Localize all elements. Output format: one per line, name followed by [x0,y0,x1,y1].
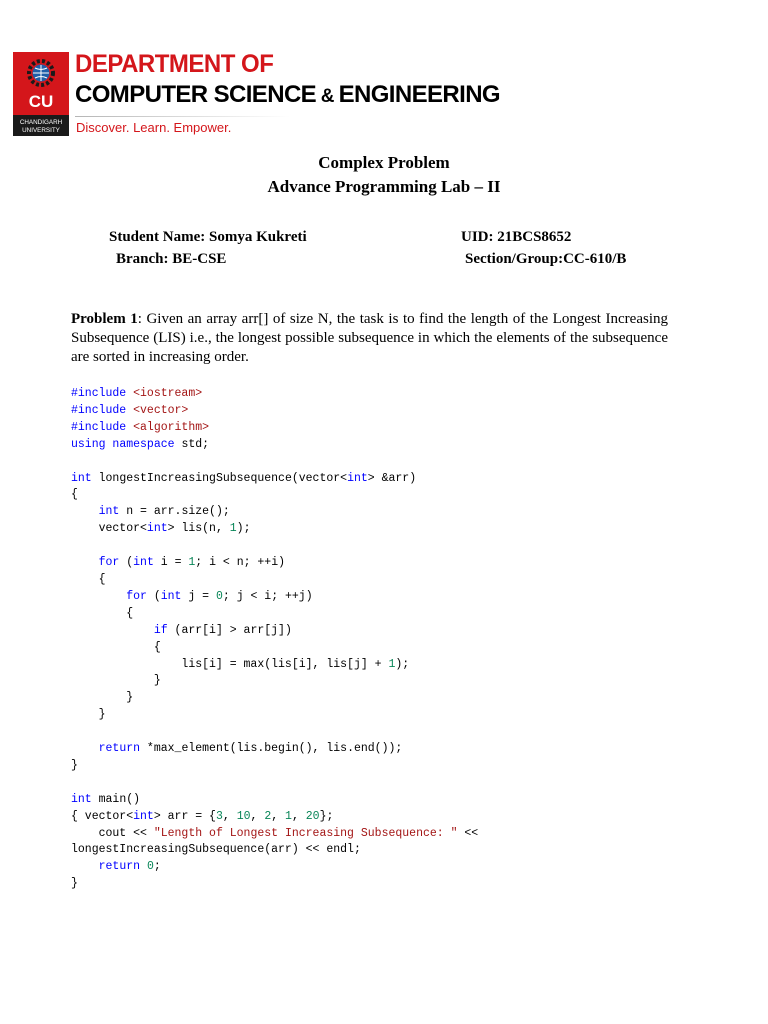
code-line [71,623,478,640]
logo-caption-line2: UNIVERSITY [22,127,60,134]
code-token: *max_element(lis.begin(), lis.end()); [140,742,403,756]
code-token: if [153,623,168,637]
code-token [140,860,147,873]
code-line [71,707,478,724]
code-line [71,775,478,792]
code-line [71,657,478,674]
code-token: ; [153,860,161,874]
code-token: ( [119,556,134,570]
code-token: , [291,809,306,823]
code-token: namespace [112,437,175,451]
code-line [71,826,478,843]
code-line [71,521,478,538]
code-line [71,572,478,589]
code-token [71,556,99,569]
code-token: } [71,877,78,891]
code-token [71,742,99,755]
code-token: <algorithm> [133,420,210,434]
code-line [71,690,478,707]
code-token: ; j < i; ++j) [222,589,313,603]
code-token: ); [236,522,251,536]
code-token: return [98,860,141,874]
code-token: std; [174,437,210,451]
code-token: int [146,522,168,536]
department-title-line2 [75,81,500,109]
department-title-line1: DEPARTMENT OF [75,50,274,79]
code-token: int [71,792,92,806]
student-section: Section/Group:CC-610/B [465,251,627,267]
code-token: > arr = { [153,809,216,823]
code-token: } [71,708,106,722]
code-line [71,420,478,437]
code-token: int [160,589,182,603]
problem-label: Problem 1 [71,311,138,327]
code-token: 20 [305,809,320,823]
code-line [71,758,478,775]
code-token: ( [146,589,161,603]
code-line [71,487,478,504]
student-branch: Branch: BE-CSE [116,251,227,267]
code-token: { [71,572,106,586]
code-line [71,606,478,623]
code-token: int [98,505,120,519]
code-token: > &arr) [367,471,417,485]
code-token: } [71,674,161,688]
header-divider [75,116,290,117]
logo-letters: CU [28,92,54,111]
code-token: longestIncreasingSubsequence(arr) << endl; [71,843,361,857]
department-ampersand: & [316,86,339,107]
code-token: longestIncreasingSubsequence(vector< [91,471,348,485]
problem-statement [71,310,668,367]
code-token: 3 [215,809,223,823]
student-name: Student Name: Somya Kukreti [109,229,307,245]
code-token: } [71,758,78,772]
code-token: 0 [215,589,223,603]
code-token: int [133,809,154,823]
code-token: 10 [236,809,251,823]
code-line [71,673,478,690]
code-token: vector< [71,522,147,536]
code-token: 2 [264,809,272,823]
code-token: for [126,589,147,603]
code-token: <vector> [133,403,189,417]
code-token: 1 [229,522,237,536]
code-token: > lis(n, [167,522,230,536]
code-token [71,624,154,637]
logo-caption-line1: CHANDIGARH [19,119,63,126]
code-token [71,590,126,603]
code-token: int [347,471,368,485]
code-token: #include [71,387,134,400]
code-line [71,454,478,471]
code-block [71,386,478,893]
university-logo [13,52,69,136]
code-line [71,504,478,521]
code-line [71,386,478,403]
code-line [71,538,478,555]
code-token: (arr[i] > arr[j]) [167,623,292,637]
code-token: #include [71,420,134,434]
code-line [71,792,478,809]
code-line [71,809,478,826]
code-token: } [71,691,134,705]
code-token: { [71,606,134,620]
document-title: Complex Problem [318,153,450,172]
code-token: return [98,742,141,756]
code-token [71,505,99,518]
university-tagline: Discover. Learn. Empower. [76,120,232,135]
code-token: , [222,809,237,823]
code-line [71,403,478,420]
department-name-part1: COMPUTER SCIENCE [75,81,317,108]
code-token: , [250,809,265,823]
code-token: j = [181,589,216,603]
code-token: { vector< [71,809,134,823]
code-line [71,471,478,488]
code-token: <iostream> [133,387,203,400]
code-token: for [98,556,120,570]
code-token: { [71,640,161,654]
code-token: int [133,556,154,570]
code-line [71,589,478,606]
problem-text: : Given an array arr[] of size N, the task is to find the length of the Longest Increasing Subsequence (LIS) i.e., the longest possible subsequence in which the elements of the subsequence are sorted in increasing order. [71,311,668,365]
student-uid: UID: 21BCS8652 [461,229,572,245]
code-token: 0 [146,860,154,874]
code-line [71,741,478,758]
code-token: 1 [388,657,396,671]
code-token: 1 [285,809,292,823]
code-token: "Length of Longest Increasing Subsequence: " [153,826,458,840]
code-line [71,724,478,741]
code-line [71,437,478,454]
code-token: { [71,488,78,502]
code-line [71,859,478,876]
code-token: 1 [188,556,196,570]
code-token: }; [319,809,334,823]
code-token: i = [153,556,189,570]
code-token: ; i < n; ++i) [195,556,285,570]
document-subtitle: Advance Programming Lab – II [267,177,501,196]
code-token: using [71,437,106,451]
code-line [71,842,478,859]
code-token [71,860,99,873]
code-token: , [271,809,286,823]
code-token: cout << [71,826,154,840]
code-token: << [457,826,479,840]
code-token: int [71,471,92,485]
code-token: lis[i] = max(lis[i], lis[j] + [71,657,389,671]
code-token: #include [71,403,134,417]
code-token: main() [91,792,141,806]
code-token: ); [395,657,410,671]
code-line [71,876,478,893]
code-token: n = arr.size(); [119,505,230,519]
department-name-part2: ENGINEERING [338,81,501,108]
code-line [71,640,478,657]
code-line [71,555,478,572]
